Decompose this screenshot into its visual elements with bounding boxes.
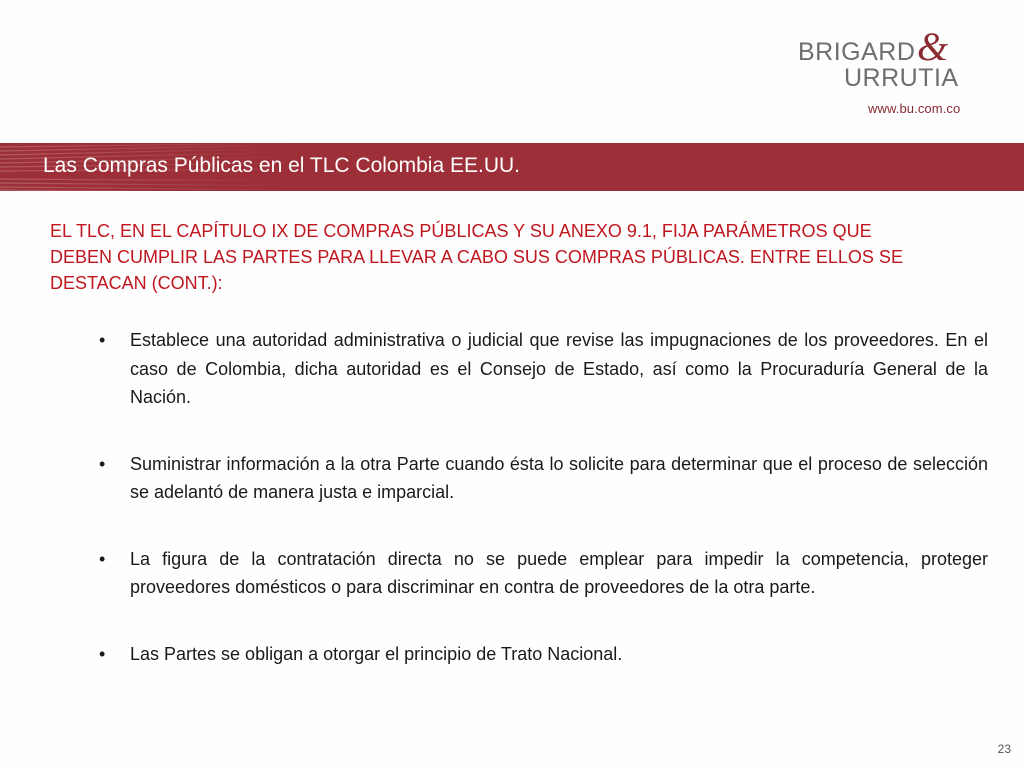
bullet-list [96,326,988,668]
bullet-text: Suministrar información a la otra Parte cuando ésta lo solicite para determinar que el proceso de selección se adelantó de manera justa e imparcial. [130,453,988,502]
title-band [0,143,1024,191]
svg-text:&: & [917,24,949,69]
bullet-item [96,640,988,669]
bullet-item [96,545,988,602]
svg-text:URRUTIA: URRUTIA [844,64,959,92]
slide-title: Las Compras Públicas en el TLC Colombia EE.UU. [43,154,520,177]
bullet-icon: • [99,548,106,569]
bullet-icon: • [99,643,106,664]
bullet-text: Las Partes se obligan a otorgar el principio de Trato Nacional. [130,643,623,664]
svg-text:BRIGARD: BRIGARD [798,38,916,66]
page-number: 23 [997,742,1011,756]
bullet-icon: • [99,330,106,350]
bullet-icon: • [99,453,106,474]
bullet-item [96,450,988,507]
bullet-text: La figura de la contratación directa no se puede emplear para impedir la competencia, proteger proveedores domésticos o para discriminar en contra de proveedores de la otra parte. [130,548,988,597]
bullet-item [96,326,988,412]
logo-url[interactable]: www.bu.com.co [868,101,961,116]
section-heading: EL TLC, EN EL CAPÍTULO IX DE COMPRAS PÚBLICAS Y SU ANEXO 9.1, FIJA PARÁMETROS QUE DEBEN CUMPLIR LAS PARTES PARA LLEVAR A CABO SUS COMPRAS PÚBLICAS. ENTRE ELLOS SE DESTACAN (CONT.): [50,221,903,293]
logo-wordmark [796,18,996,98]
bullet-text: Establece una autoridad administrativa o judicial que revise las impugnaciones de los proveedores. En el caso de Colombia, dicha autoridad es el Consejo de Estado, así como la Procuraduría General de la Nación. [130,330,988,407]
